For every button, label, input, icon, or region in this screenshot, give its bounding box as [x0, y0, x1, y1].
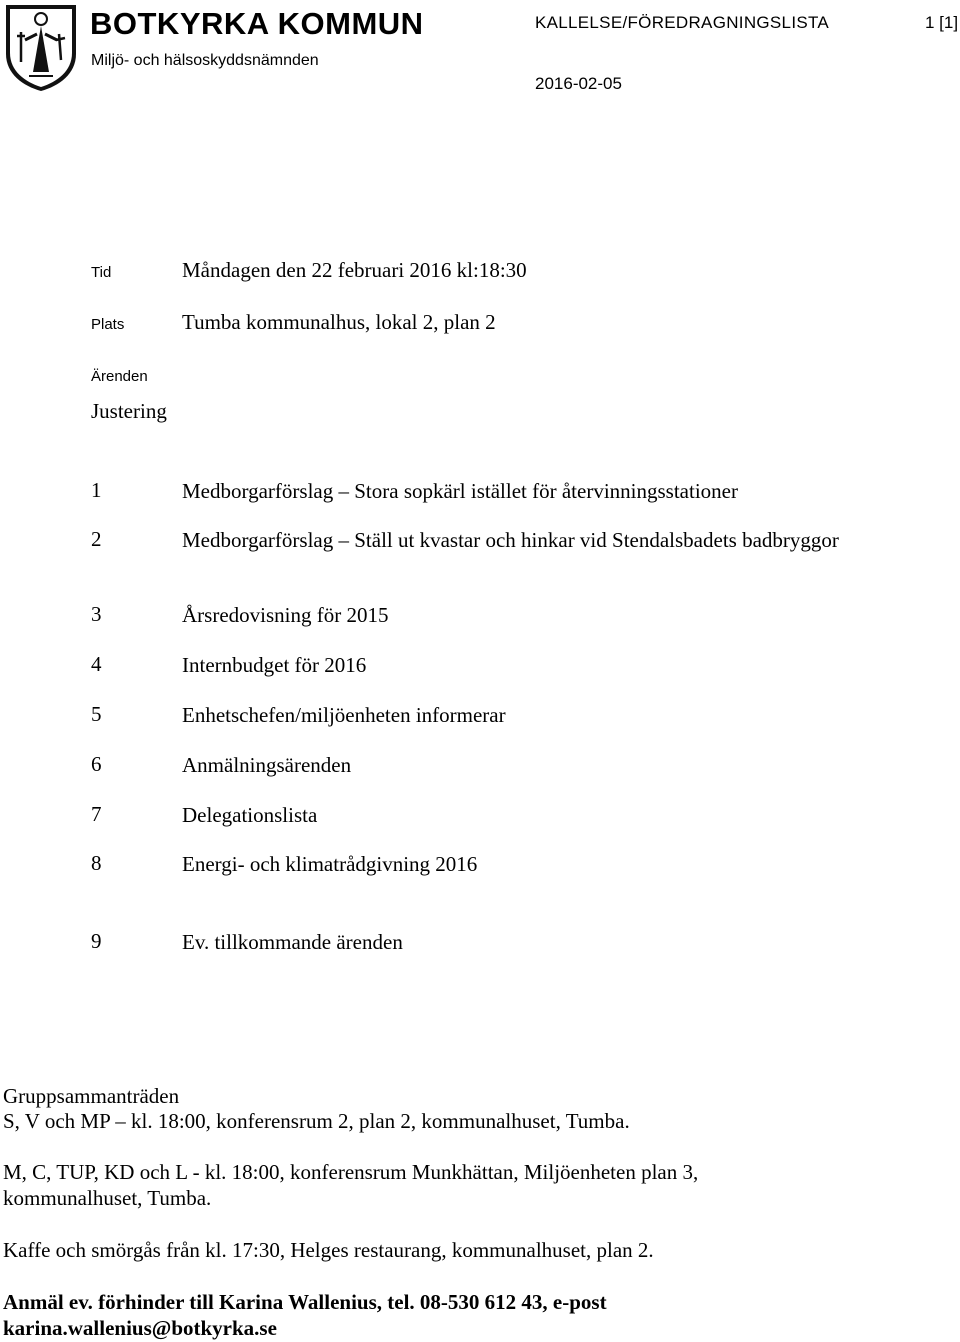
agenda-item-number: 8 [91, 851, 102, 875]
agenda-item-text: Medborgarförslag – Ställ ut kvastar och hinkar vid Stendalsbadets badbryggor [182, 528, 839, 552]
absence-notice: Anmäl ev. förhinder till Karina Wallenius, tel. 08-530 612 43, e-post karina.wallenius@botkyrka.se [3, 1290, 607, 1340]
page-number: 1 [1] [925, 13, 959, 32]
place-value: Tumba kommunalhus, lokal 2, plan 2 [182, 310, 496, 334]
agenda-item-text: Energi- och klimatrådgivning 2016 [182, 852, 478, 876]
agenda-item-number: 7 [91, 802, 102, 826]
time-label: Tid [91, 264, 112, 281]
place-label: Plats [91, 316, 125, 333]
agenda-item-number: 5 [91, 702, 102, 726]
items-label: Ärenden [91, 368, 148, 385]
agenda-item-text: Delegationslista [182, 803, 318, 827]
agenda-item-number: 4 [91, 652, 102, 676]
agenda-item-number: 1 [91, 478, 102, 502]
justering: Justering [91, 399, 167, 423]
group-meetings-heading: Gruppsammanträden [3, 1084, 180, 1108]
botkyrka-crest-logo [3, 2, 79, 92]
committee-name: Miljö- och hälsoskyddsnämnden [91, 52, 319, 69]
coffee-note: Kaffe och smörgås från kl. 17:30, Helges restaurang, kommunalhuset, plan 2. [3, 1238, 654, 1262]
agenda-item-number: 9 [91, 929, 102, 953]
agenda-item-number: 3 [91, 602, 102, 626]
group-meeting-1: S, V och MP – kl. 18:00, konferensrum 2, plan 2, kommunalhuset, Tumba. [3, 1109, 630, 1133]
agenda-item-number: 2 [91, 527, 102, 551]
agenda-item-number: 6 [91, 752, 102, 776]
org-name: BOTKYRKA KOMMUN [90, 6, 424, 41]
time-value: Måndagen den 22 februari 2016 kl:18:30 [182, 258, 527, 282]
agenda-item-text: Årsredovisning för 2015 [182, 603, 389, 627]
document-type: KALLELSE/FÖREDRAGNINGSLISTA [535, 13, 830, 32]
agenda-item-text: Ev. tillkommande ärenden [182, 930, 403, 954]
document-date: 2016-02-05 [535, 74, 622, 93]
agenda-item-text: Anmälningsärenden [182, 753, 352, 777]
agenda-item-text: Internbudget för 2016 [182, 653, 367, 677]
agenda-item-text: Medborgarförslag – Stora sopkärl istället för återvinningsstationer [182, 479, 738, 503]
agenda-item-text: Enhetschefen/miljöenheten informerar [182, 703, 506, 727]
group-meeting-2: M, C, TUP, KD och L - kl. 18:00, konferensrum Munkhättan, Miljöenheten plan 3, kommunalhuset, Tumba. [3, 1160, 699, 1210]
